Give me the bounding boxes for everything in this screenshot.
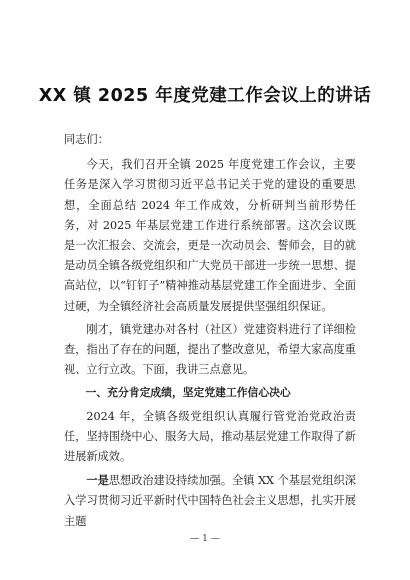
paragraph-intro: 今天，我们召开全镇 2025 年度党建工作会议，主要任务是深入学习贯彻习近平总书记关于党的建设的重要思想，全面总结 2024 年工作成效，分析研判当前形势任务，对 2025 年基层党建工作进行系统部署。这次会议既是一次汇报会、交流会，更是一次动员会、誓师会，目的就是动员全镇各级党组织和广大党员干部进一步统一思想、提高站位，以“钉钉子”精神推动基层党建工作全面进步、全面过硬，为全镇经济社会高质量发展提供坚强组织保证。 <box>64 158 356 313</box>
document-title: XX 镇 2025 年度党建工作会议上的讲话 <box>38 86 372 106</box>
point-lead: 一是 <box>86 473 109 488</box>
paragraph-achievements: 2024 年，全镇各级党组织认真履行管党治党政治责任，坚持围绕中心、服务大局，推动基层党建工作取得了新进展新成效。 <box>64 409 356 464</box>
section-heading-1: 一、充分肯定成绩，坚定党建工作信心决心 <box>85 386 291 400</box>
salutation: 同志们： <box>64 133 109 146</box>
point-text: 思想政治建设持续加强。全镇 XX 个基层党组织深入学习贯彻习近平新时代中国特色社会主义思想，扎实开展主题 <box>64 474 356 528</box>
paragraph-point-1 <box>64 470 356 532</box>
page-number: — 1 — <box>190 534 220 544</box>
paragraph-inspection: 刚才，镇党建办对各村（社区）党建资料进行了详细检查，指出了存在的问题，提出了整改意见，希望大家高度重视、立行立改。下面，我讲三点意见。 <box>64 322 356 377</box>
document-body <box>64 130 356 535</box>
